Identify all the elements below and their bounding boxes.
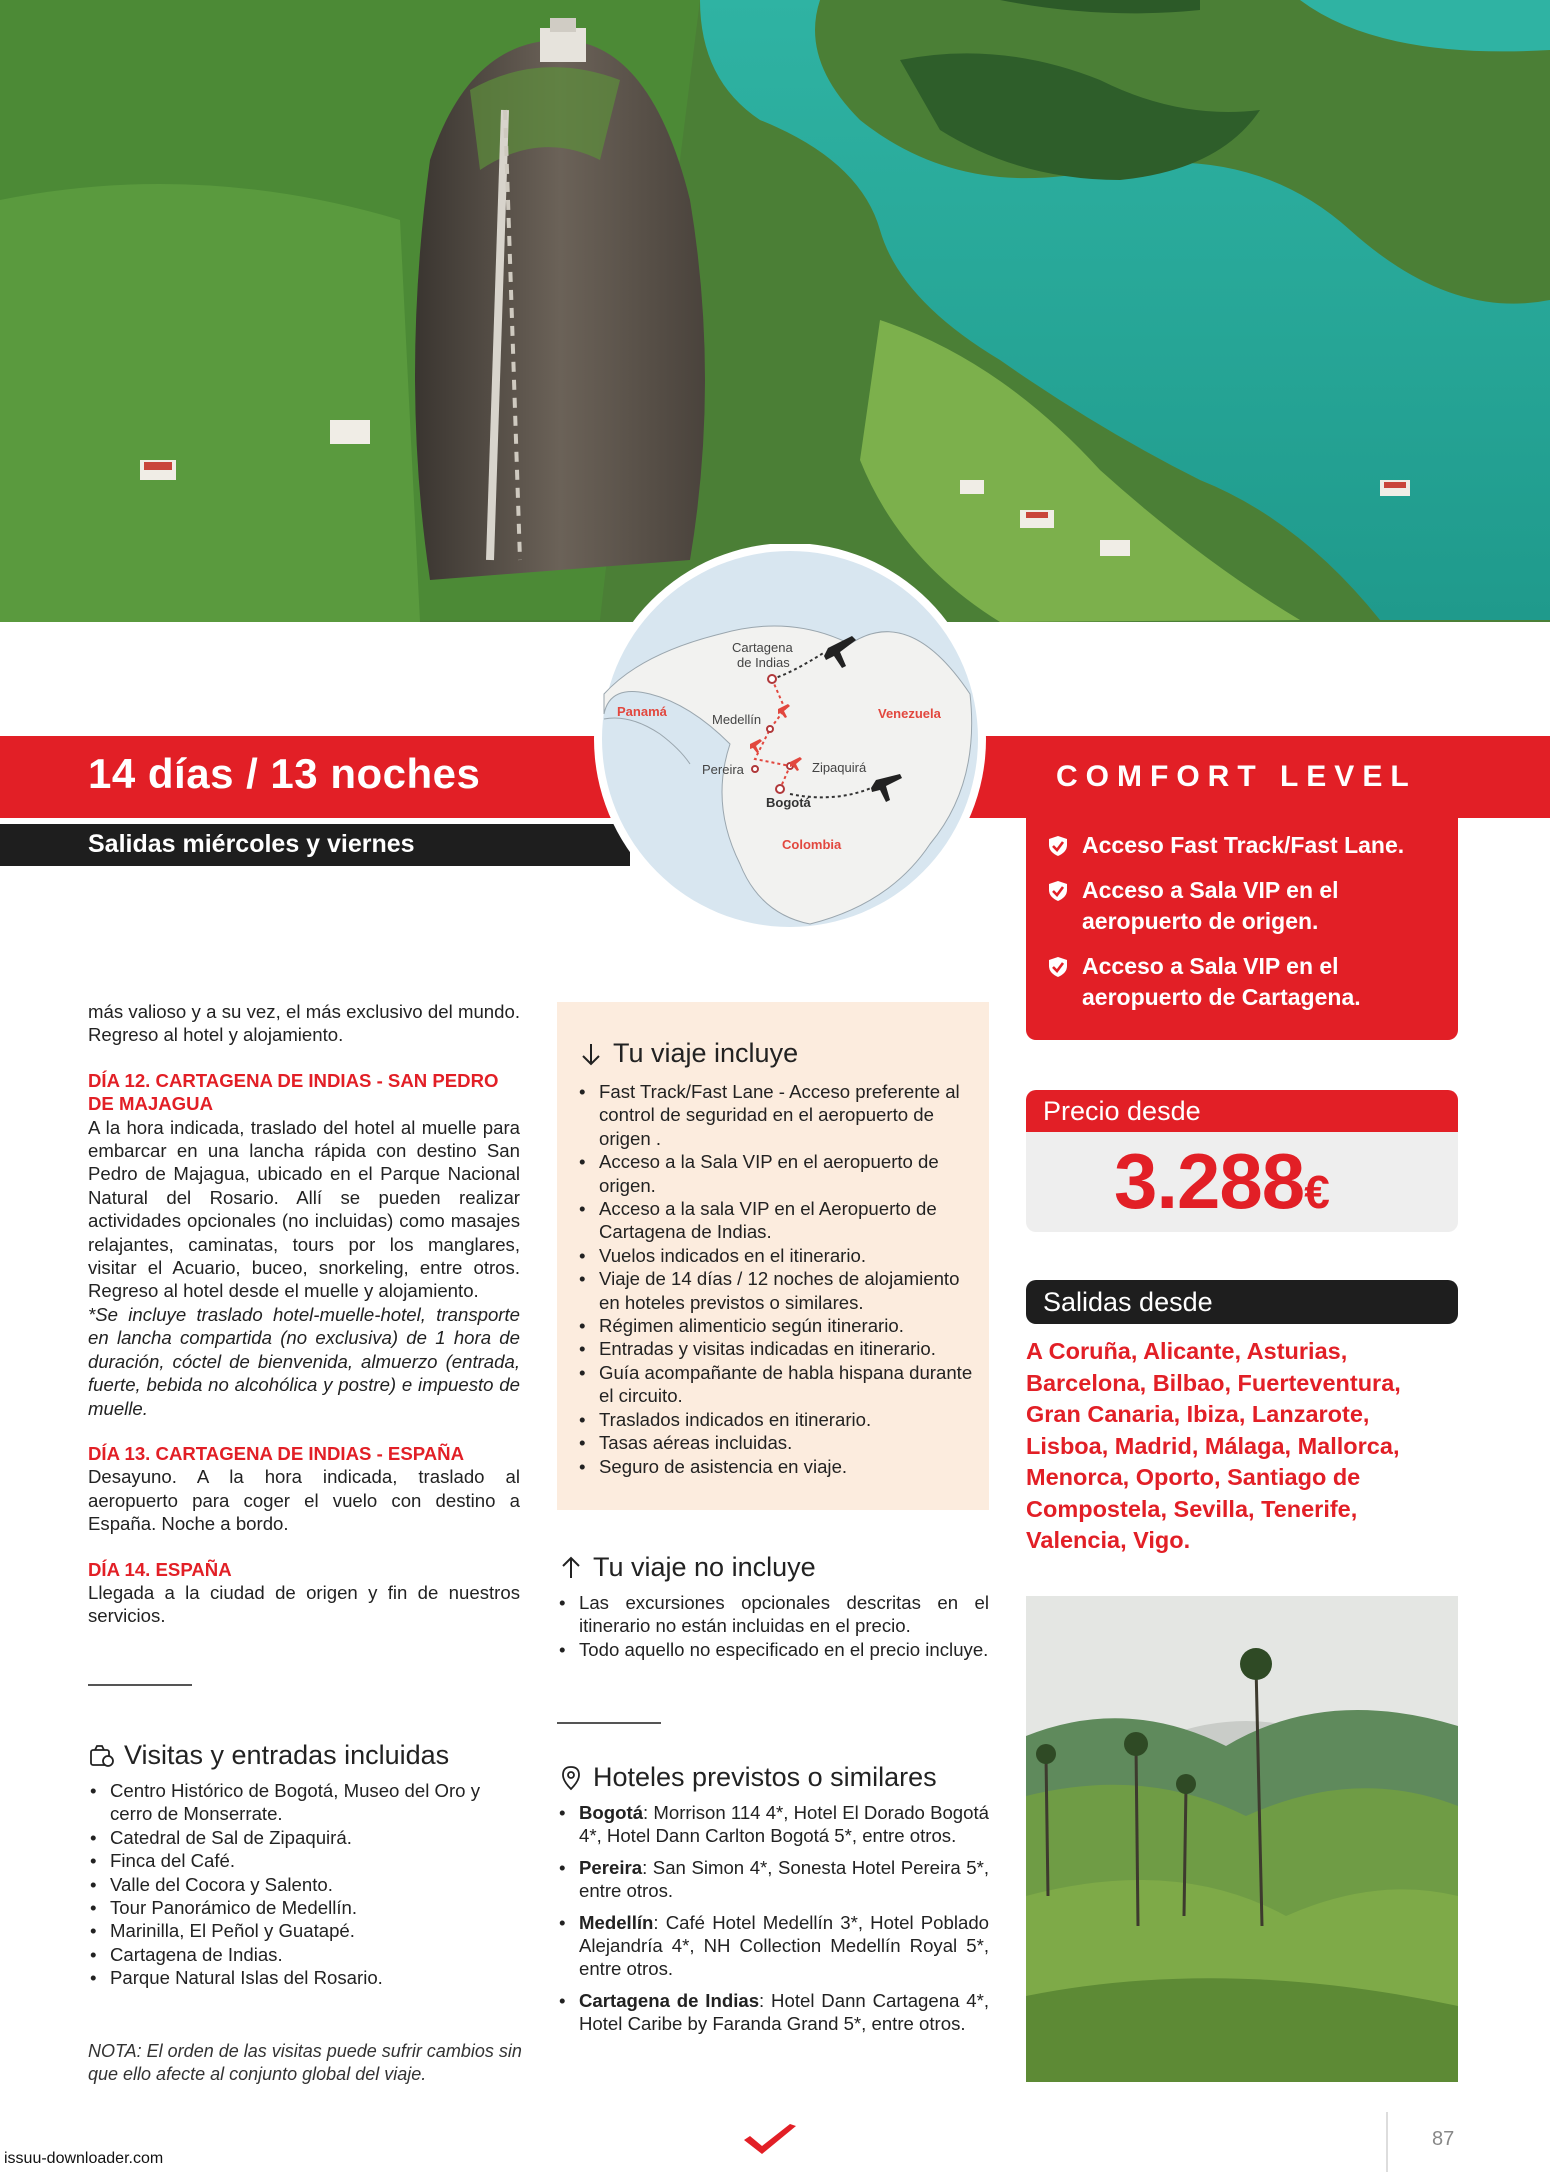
visits-section <box>88 1740 520 1990</box>
comfort-features-box <box>1026 818 1458 1040</box>
includes-list <box>577 1080 977 1478</box>
duration-title: 14 días / 13 noches <box>88 750 481 797</box>
not-included-section <box>557 1552 989 1661</box>
list-item: • Traslados indicados en itinerario. <box>577 1408 977 1431</box>
list-item: • Entradas y visitas indicadas en itinerario. <box>577 1337 977 1360</box>
day-12-note: *Se incluye traslado hotel-muelle-hotel, transporte en lancha compartida (no exclusiva) de 1 hora de duración, cóctel de bienvenida, almuerzo (entrada, fuerte, bebida no alcohólica y postre) e impuesto de muelle. <box>88 1303 520 1419</box>
list-item: • Catedral de Sal de Zipaquirá. <box>88 1826 520 1849</box>
departures-from-bar <box>1026 1280 1458 1324</box>
duration-banner <box>0 736 615 818</box>
shield-check-icon <box>1046 834 1070 858</box>
visits-note: NOTA: El orden de las visitas puede sufrir cambios sin que ello afecte al conjunto global del viaje. <box>88 2041 522 2085</box>
hotels-list <box>557 1801 989 2036</box>
itinerary-column <box>88 1000 520 1628</box>
list-item: • Parque Natural Islas del Rosario. <box>88 1966 520 1989</box>
list-item: • Cartagena de Indias. <box>88 1943 520 1966</box>
route-map <box>590 544 990 934</box>
ticket-camera-icon <box>88 1742 116 1770</box>
shield-check-icon <box>1046 879 1070 903</box>
departures-banner <box>0 824 630 866</box>
shield-check-icon <box>1046 955 1070 979</box>
day-13-title: DÍA 13. CARTAGENA DE INDIAS - ESPAÑA <box>88 1442 465 1464</box>
list-item: • Fast Track/Fast Lane - Acceso preferente al control de seguridad en el aeropuerto de origen . <box>577 1080 977 1150</box>
cocora-valley-photo <box>1026 1596 1458 2082</box>
map-label-colombia: Colombia <box>782 837 842 852</box>
list-item: • Vuelos indicados en el itinerario. <box>577 1244 977 1267</box>
visits-title: Visitas y entradas incluidas <box>88 1740 520 1771</box>
includes-box <box>557 1002 989 1510</box>
list-item: • Finca del Café. <box>88 1849 520 1872</box>
comfort-item: Acceso Fast Track/Fast Lane. <box>1046 830 1458 861</box>
list-item: • Tasas aéreas incluidas. <box>577 1431 977 1454</box>
comfort-item: Acceso a Sala VIP en el aeropuerto de Cartagena. <box>1046 951 1458 1013</box>
day-14-text: Llegada a la ciudad de origen y fin de nuestros servicios. <box>88 1581 520 1627</box>
divider <box>88 1684 192 1686</box>
list-item: • Bogotá: Morrison 114 4*, Hotel El Dorado Bogotá 4*, Hotel Dann Carlton Bogotá 5*, entre otros. <box>557 1801 989 1848</box>
svg-text:de Indias: de Indias <box>737 655 790 670</box>
list-item: • Marinilla, El Peñol y Guatapé. <box>88 1919 520 1942</box>
price-label: Precio desde <box>1043 1096 1201 1126</box>
list-item: • Valle del Cocora y Salento. <box>88 1873 520 1896</box>
price-value: 3.288€ <box>1114 1137 1329 1225</box>
comfort-item: Acceso a Sala VIP en el aeropuerto de origen. <box>1046 875 1458 937</box>
not-included-list <box>557 1591 989 1661</box>
departures-subtitle: Salidas miércoles y viernes <box>88 830 415 858</box>
map-label-cartagena: Cartagena <box>732 640 793 655</box>
visits-list <box>88 1779 520 1990</box>
list-item: • Las excursiones opcionales descritas en el itinerario no están incluidas en el precio. <box>557 1591 989 1638</box>
list-item: • Guía acompañante de habla hispana durante el circuito. <box>577 1361 977 1408</box>
arrow-down-icon <box>577 1040 605 1068</box>
map-label-panama: Panamá <box>617 704 667 719</box>
page-number: 87 <box>1432 2128 1455 2150</box>
arrow-up-icon <box>557 1554 585 1582</box>
price-box <box>1026 1132 1458 1232</box>
list-item: • Centro Histórico de Bogotá, Museo del Oro y cerro de Monserrate. <box>88 1779 520 1826</box>
itinerary-intro: más valioso y a su vez, el más exclusivo del mundo. Regreso al hotel y alojamiento. <box>88 1001 520 1046</box>
list-item: • Régimen alimenticio según itinerario. <box>577 1314 977 1337</box>
footer-divider <box>1386 2112 1388 2172</box>
watermark: issuu-downloader.com <box>0 2150 167 2168</box>
day-13-text: Desayuno. A la hora indicada, traslado al aeropuerto para coger el vuelo con destino a España. Noche a bordo. <box>88 1466 520 1535</box>
list-item: • Seguro de asistencia en viaje. <box>577 1455 977 1478</box>
day-12-title: DÍA 12. CARTAGENA DE INDIAS - SAN PEDRO DE MAJAGUA <box>88 1069 499 1115</box>
hero-photo-el-penol <box>0 0 1550 622</box>
departures-from-label: Salidas desde <box>1043 1287 1213 1317</box>
map-label-venezuela: Venezuela <box>878 706 941 721</box>
list-item: • Pereira: San Simon 4*, Sonesta Hotel Pereira 5*, entre otros. <box>557 1856 989 1903</box>
list-item: • Tour Panorámico de Medellín. <box>88 1896 520 1919</box>
list-item: • Cartagena de Indias: Hotel Dann Cartagena 4*, Hotel Caribe by Faranda Grand 5*, entre otros. <box>557 1989 989 2036</box>
divider <box>557 1722 661 1724</box>
map-label-medellin: Medellín <box>712 712 762 727</box>
day-14-title: DÍA 14. ESPAÑA <box>88 1558 232 1580</box>
list-item: • Medellín: Café Hotel Medellín 3*, Hotel Poblado Alejandría 4*, NH Collection Medellín Royal 5*, entre otros. <box>557 1911 989 1981</box>
list-item: • Acceso a la sala VIP en el Aeropuerto de Cartagena de Indias. <box>577 1197 977 1244</box>
location-pin-icon <box>557 1764 585 1792</box>
day-12-text: A la hora indicada, traslado del hotel al muelle para embarcar en una lancha rápida con destino San Pedro de Majagua, ubicado en el Parque Nacional Natural del Rosario. Allí se pueden realizar actividades opcionales (no incluidas) como masajes relajantes, caminatas, tours por los manglares, visitar el Acuario, buceo, snorkeling, entre otros. Regreso al hotel desde el muelle y alojamiento. <box>88 1116 520 1302</box>
map-label-bogota: Bogotá <box>766 795 811 810</box>
brand-check-logo <box>740 2120 800 2160</box>
map-label-pereira: Pereira <box>702 762 744 777</box>
hotels-section <box>557 1762 989 2044</box>
map-label-zipaquira: Zipaquirá <box>812 760 867 775</box>
list-item: • Todo aquello no especificado en el precio incluye. <box>557 1638 989 1661</box>
hotels-title: Hoteles previstos o similares <box>557 1762 989 1793</box>
includes-title: Tu viaje incluye <box>577 1038 798 1069</box>
departure-cities: A Coruña, Alicante, Asturias, Barcelona, Bilbao, Fuerteventura, Gran Canaria, Ibiza, Lanzarote, Lisboa, Madrid, Málaga, Mallorca, Menorca, Oporto, Santiago de Compostela, Sevilla, Tenerife, Valencia, Vigo. <box>1026 1338 1401 1553</box>
list-item: • Acceso a la Sala VIP en el aeropuerto de origen. <box>577 1150 977 1197</box>
comfort-level-title: COMFORT LEVEL <box>1056 760 1417 793</box>
comfort-level-banner <box>968 736 1550 818</box>
not-included-title: Tu viaje no incluye <box>557 1552 989 1583</box>
price-label-bar <box>1026 1090 1458 1132</box>
list-item: • Viaje de 14 días / 12 noches de alojamiento en hoteles previstos o similares. <box>577 1267 977 1314</box>
